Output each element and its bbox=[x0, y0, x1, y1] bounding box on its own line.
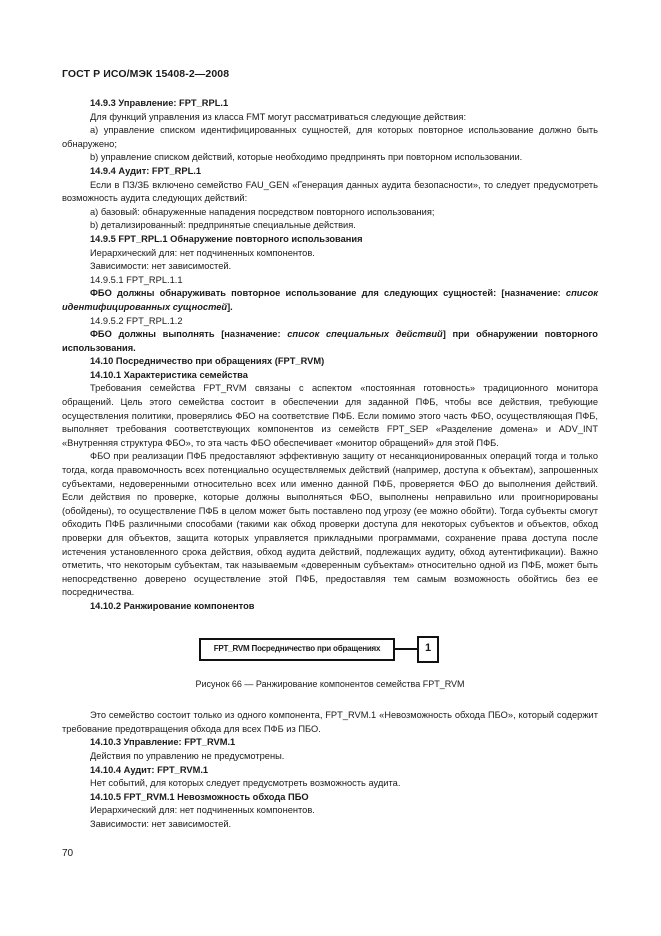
body-paragraph: Действия по управлению не предусмотрены. bbox=[90, 750, 285, 761]
body-paragraph: ФБО при реализации ПФБ предоставляют эффективную защиту от несанкционированных операций тогда и только тогда, когда правомочность всех потенциально осуществляемых действий (например, доступа к объектам), запрошенных субъектами, недоверенными относительно всех или именно данной ПФБ, проверяется ФБО до выполнения действий. Если действия по проверке, которые должны выполняться ФБО, выполнены неправильно или проигнорированы (обойдены), то осуществление ПФБ в целом может быть поставлено под угрозу (ее можно обойти). Тогда субъекты смогут обходить ПФБ различными способами (такими как обход проверки доступа для некоторых субъектов и объектов, обход проверки для объектов, защита которых управляется прикладными программами, сохранение права доступа после истечения установленного срока действия, обход аудита действий, подлежащих аудиту, обход аутентификации). Важно отметить, что некоторым субъектам, так называемым «доверенным субъектам» относительно одной из ПФБ, может быть непосредственно доверено осуществление этой ПФБ, предоставляя тем самым возможность обойтись без ее посредничества. bbox=[62, 451, 598, 598]
body-paragraph: Зависимости: нет зависимостей. bbox=[90, 818, 232, 829]
section-heading: 14.10.4 Аудит: FPT_RVM.1 bbox=[90, 764, 209, 775]
section-heading: 14.10.5 FPT_RVM.1 Невозможность обхода ПБО bbox=[90, 791, 309, 802]
component-ranking-diagram bbox=[62, 618, 598, 676]
body-paragraph: b) управление списком действий, которые необходимо предпринять при повторном использовании. bbox=[90, 152, 523, 163]
body-paragraph: а) базовый: обнаруженные нападения посредством повторного использования; bbox=[90, 206, 435, 217]
section-heading: 14.9.3 Управление: FPT_RPL.1 bbox=[90, 98, 229, 108]
section-heading: 14.9.4 Аудит: FPT_RPL.1 bbox=[90, 165, 202, 176]
body-paragraph: Это семейство состоит только из одного компонента, FPT_RVM.1 «Невозможность обхода ПБО», который содержит требование предотвращения обхода для всех ПФБ из ПБО. bbox=[62, 710, 598, 734]
component-level-box: 1 bbox=[417, 636, 439, 663]
page-content bbox=[62, 97, 598, 832]
section-heading: 14.10.2 Ранжирование компонентов bbox=[90, 600, 255, 611]
requirement-paragraph bbox=[62, 287, 598, 314]
paragraph-fragment: ] при обнаружении повторного использования. bbox=[62, 329, 598, 353]
paragraph-fragment: ФБО должны обнаруживать повторное использование для следующих сущностей: [назначение: bbox=[90, 288, 566, 299]
section-body-bottom bbox=[62, 709, 598, 831]
page-number: 70 bbox=[62, 848, 74, 859]
body-paragraph: а) управление списком идентифицированных сущностей, для которых повторное использование должно быть обнаружено; bbox=[62, 125, 598, 149]
body-paragraph: b) детализированный: предпринятые специальные действия. bbox=[90, 220, 356, 231]
section-body-top bbox=[62, 97, 598, 614]
body-paragraph: Для функций управления из класса FMT могут рассматриваться следующие действия: bbox=[90, 111, 467, 122]
family-box: FPT_RVM Посредничество при обращениях bbox=[199, 638, 395, 661]
section-heading: 14.10.1 Характеристика семейства bbox=[90, 369, 248, 380]
section-heading: 14.10 Посредничество при обращениях (FPT_RVM) bbox=[90, 356, 325, 367]
paragraph-fragment: список специальных действий bbox=[287, 329, 443, 340]
body-paragraph: Иерархический для: нет подчиненных компонентов. bbox=[90, 247, 315, 258]
section-heading: 14.10.3 Управление: FPT_RVM.1 bbox=[90, 737, 236, 748]
body-paragraph: Если в ПЗ/ЗБ включено семейство FAU_GEN «Генерация данных аудита безопасности», то следует предусмотреть возможность аудита следующих действий: bbox=[62, 179, 598, 204]
body-paragraph: Нет событий, для которых следует предусмотреть возможность аудита. bbox=[90, 778, 401, 789]
section-heading: 14.9.5 FPT_RPL.1 Обнаружение повторного использования bbox=[90, 233, 363, 244]
body-paragraph: Требования семейства FPT_RVM связаны с аспектом «постоянная готовность» традиционного монитора обращений. Цель этого семейства состоит в обеспечении для заданной ПФБ, чтобы все действия, требующие осуществления политики, проверялись ФБО на соответствие ПФБ. Если помимо этого часть ФБО, осуществляющая ПФБ, выполняет требования соответствующих компонентов из семейств FPT_SEP «Разделение домена» и ADV_INT «Внутренняя структура ФБО», то эта часть ФБО обеспечивает «монитор обращений» для этой ПФБ. bbox=[62, 383, 598, 448]
connector-line bbox=[395, 648, 417, 650]
requirement-paragraph bbox=[62, 328, 598, 355]
paragraph-fragment: ФБО должны выполнять [назначение: bbox=[90, 329, 288, 340]
document-header: ГОСТ Р ИСО/МЭК 15408-2—2008 bbox=[62, 68, 230, 80]
figure-caption: Рисунок 66 — Ранжирование компонентов семейства FPT_RVM bbox=[195, 678, 465, 689]
body-paragraph: Иерархический для: нет подчиненных компонентов. bbox=[90, 805, 315, 816]
paragraph-fragment: ]. bbox=[227, 301, 233, 312]
body-paragraph: Зависимости: нет зависимостей. bbox=[90, 261, 232, 272]
paragraph-fragment: список идентифицированных сущностей bbox=[62, 288, 598, 312]
body-paragraph: 14.9.5.1 FPT_RPL.1.1 bbox=[90, 274, 183, 285]
body-paragraph: 14.9.5.2 FPT_RPL.1.2 bbox=[90, 315, 183, 326]
